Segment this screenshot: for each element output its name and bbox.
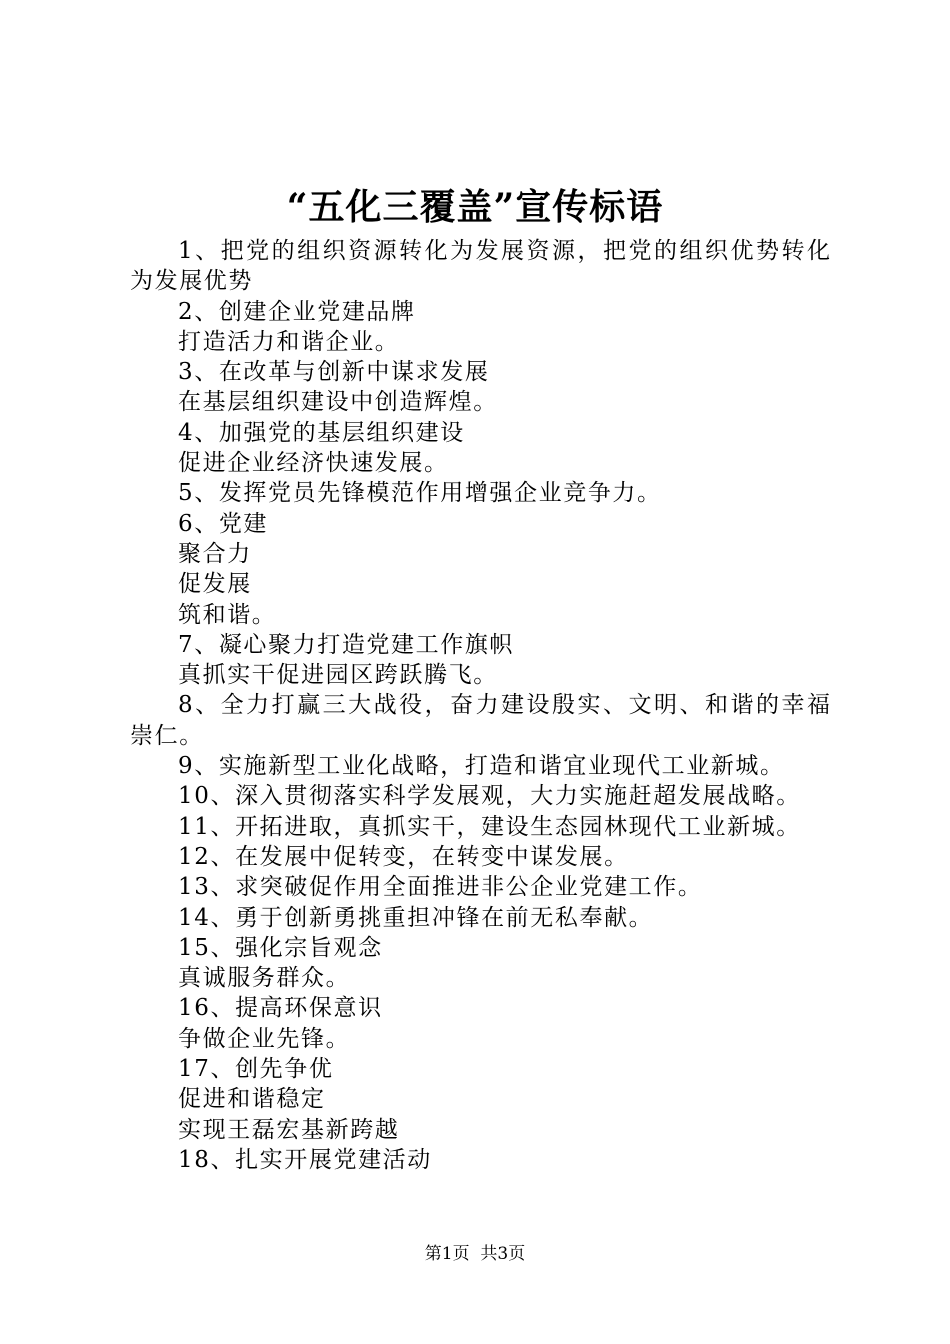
- paragraph-line: 6、党建: [178, 510, 269, 537]
- paragraph-line: 10、深入贯彻落实科学发展观，大力实施赶超发展战略。: [178, 783, 801, 810]
- paragraph-line: 3、在改革与创新中谋求发展: [178, 359, 490, 386]
- paragraph-line: 16、提高环保意识: [178, 995, 383, 1022]
- paragraph-line: 15、强化宗旨观念: [178, 934, 383, 961]
- paragraph-line: 促进企业经济快速发展。: [178, 450, 449, 477]
- paragraph-line: 5、发挥党员先锋模范作用增强企业竞争力。: [178, 480, 662, 507]
- paragraph-line: 9、实施新型工业化战略，打造和谐宜业现代工业新城。: [178, 753, 785, 780]
- paragraph-line: 真抓实干促进园区跨跃腾飞。: [178, 662, 498, 689]
- paragraph-line: 8、全力打赢三大战役，奋力建设殷实、文明、和谐的幸福: [178, 692, 830, 719]
- paragraph-line: 促进和谐稳定: [178, 1086, 326, 1113]
- page-footer: [0, 1242, 950, 1266]
- paragraph-line: 4、加强党的基层组织建设: [178, 419, 465, 446]
- paragraph-line: 促发展: [178, 571, 252, 598]
- paragraph-line: 12、在发展中促转变，在转变中谋发展。: [178, 843, 629, 870]
- paragraph-line: 打造活力和谐企业。: [178, 328, 400, 355]
- paragraph-line: 7、凝心聚力打造党建工作旗帜: [178, 631, 515, 658]
- paragraph-line: 2、创建企业党建品牌: [178, 298, 416, 325]
- paragraph-line: 17、创先争优: [178, 1056, 334, 1083]
- paragraph-line: 实现王磊宏基新跨越: [178, 1116, 400, 1143]
- paragraph-line: 为发展优势: [130, 268, 253, 295]
- paragraph-line: 崇仁。: [130, 722, 204, 749]
- page-number: 第1页 共3页: [424, 1244, 526, 1264]
- paragraph-line: 真诚服务群众。: [178, 965, 351, 992]
- paragraph-line: 13、求突破促作用全面推进非公企业党建工作。: [178, 874, 703, 901]
- document-body: [130, 236, 830, 1175]
- paragraph-line: 11、开拓进取，真抓实干，建设生态园林现代工业新城。: [178, 813, 801, 840]
- paragraph-line: 争做企业先锋。: [178, 1025, 351, 1052]
- paragraph-line: 18、扎实开展党建活动: [178, 1146, 432, 1173]
- paragraph-line: 14、勇于创新勇挑重担冲锋在前无私奉献。: [178, 904, 654, 931]
- paragraph-line: 筑和谐。: [178, 601, 277, 628]
- paragraph-line: 1、把党的组织资源转化为发展资源，把党的组织优势转化: [178, 238, 830, 264]
- paragraph-line: 在基层组织建设中创造辉煌。: [178, 389, 498, 416]
- document-title: “五化三覆盖”宣传标语: [286, 186, 664, 228]
- paragraph-line: 聚合力: [178, 540, 252, 567]
